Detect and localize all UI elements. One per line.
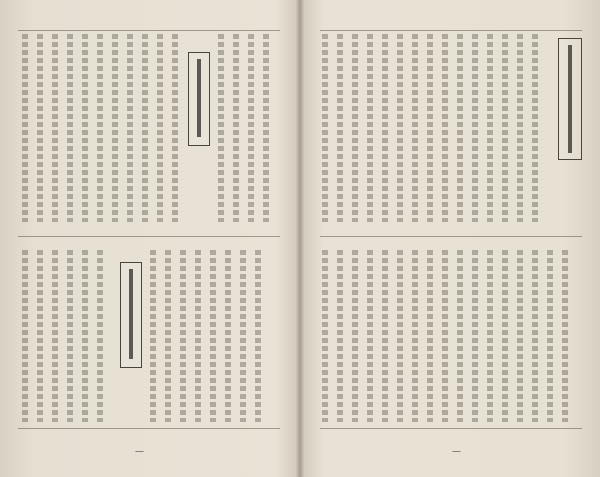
text-column bbox=[52, 34, 58, 222]
middle-rule bbox=[320, 236, 582, 237]
section-heading-box bbox=[120, 262, 142, 368]
article-title-box bbox=[558, 38, 582, 160]
text-column bbox=[457, 250, 463, 422]
text-column bbox=[210, 250, 216, 422]
text-column bbox=[97, 34, 103, 222]
bottom-rule bbox=[320, 428, 582, 429]
page-number-right: — bbox=[452, 447, 462, 457]
text-column bbox=[263, 34, 269, 222]
text-column bbox=[157, 34, 163, 222]
text-column bbox=[562, 250, 568, 422]
text-column bbox=[487, 250, 493, 422]
text-column bbox=[517, 34, 523, 222]
text-column bbox=[82, 34, 88, 222]
text-column bbox=[225, 250, 231, 422]
text-column bbox=[382, 34, 388, 222]
text-column bbox=[397, 34, 403, 222]
text-column bbox=[172, 34, 178, 222]
text-column bbox=[427, 34, 433, 222]
text-column bbox=[472, 34, 478, 222]
text-column bbox=[367, 34, 373, 222]
text-column bbox=[52, 250, 58, 422]
text-column bbox=[67, 250, 73, 422]
section-heading-box bbox=[188, 52, 210, 146]
text-column bbox=[502, 34, 508, 222]
text-column bbox=[255, 250, 261, 422]
text-column bbox=[150, 250, 156, 422]
text-column bbox=[487, 34, 493, 222]
text-column bbox=[352, 250, 358, 422]
text-column bbox=[322, 34, 328, 222]
text-column bbox=[97, 250, 103, 422]
text-column bbox=[142, 34, 148, 222]
text-column bbox=[547, 250, 553, 422]
bottom-rule bbox=[18, 428, 280, 429]
top-rule bbox=[18, 30, 280, 31]
page-number-left: — bbox=[135, 447, 145, 457]
text-column bbox=[127, 34, 133, 222]
text-column bbox=[218, 34, 224, 222]
text-column bbox=[337, 250, 343, 422]
text-column bbox=[37, 34, 43, 222]
text-column bbox=[195, 250, 201, 422]
text-column bbox=[517, 250, 523, 422]
text-column bbox=[412, 250, 418, 422]
text-column bbox=[442, 34, 448, 222]
text-column bbox=[382, 250, 388, 422]
text-column bbox=[165, 250, 171, 422]
text-column bbox=[337, 34, 343, 222]
text-column bbox=[427, 250, 433, 422]
text-column bbox=[412, 34, 418, 222]
text-column bbox=[248, 34, 254, 222]
top-rule bbox=[320, 30, 582, 31]
text-column bbox=[22, 250, 28, 422]
text-column bbox=[532, 34, 538, 222]
text-column bbox=[37, 250, 43, 422]
text-column bbox=[352, 34, 358, 222]
text-column bbox=[233, 34, 239, 222]
right-page bbox=[302, 0, 600, 477]
left-page bbox=[0, 0, 298, 477]
text-column bbox=[442, 250, 448, 422]
text-column bbox=[82, 250, 88, 422]
middle-rule bbox=[18, 236, 280, 237]
text-column bbox=[457, 34, 463, 222]
text-column bbox=[502, 250, 508, 422]
text-column bbox=[322, 250, 328, 422]
text-column bbox=[240, 250, 246, 422]
text-column bbox=[472, 250, 478, 422]
text-column bbox=[180, 250, 186, 422]
text-column bbox=[532, 250, 538, 422]
text-column bbox=[397, 250, 403, 422]
text-column bbox=[22, 34, 28, 222]
text-column bbox=[67, 34, 73, 222]
text-column bbox=[367, 250, 373, 422]
text-column bbox=[112, 34, 118, 222]
